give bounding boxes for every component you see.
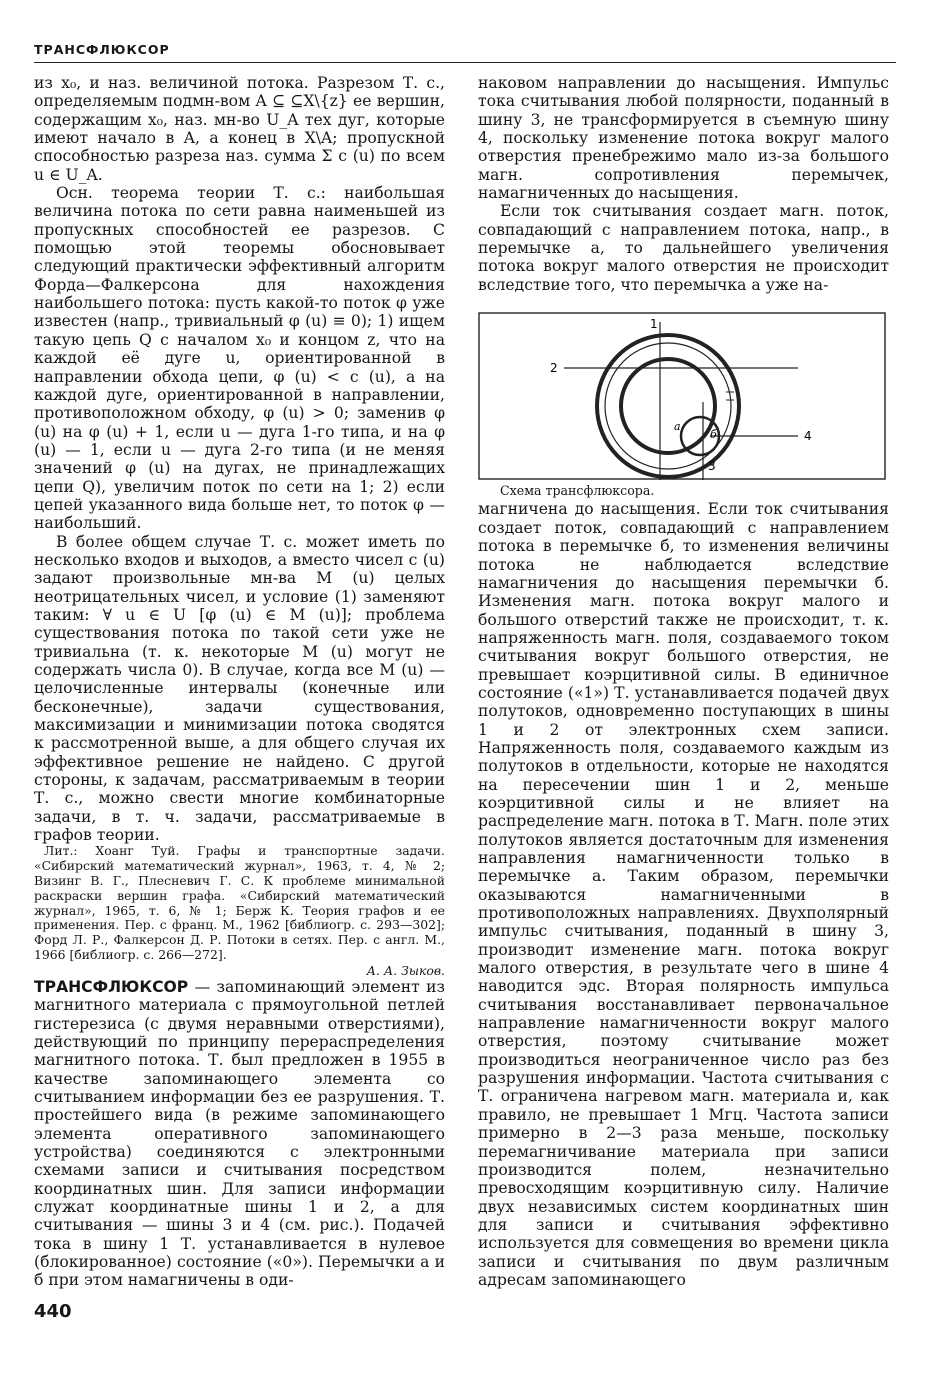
entry-text: — запоминающий элемент из магнитного материала с прямоугольной петлей гистерезиса (с двумя неравными отверстиями), действующий по принципу перераспределения магнитного потока. Т. был предложен в 1955 в качестве запоминающего элемента со считыванием информации без ее разрушения. Т. простейшего вида (в режиме запоминающего элемента оперативного запоминающего устройства) соединяются с электронными схемами записи и считывания посредством координатных шин. Для записи информации служат координатные шины 1 и 2, а для считывания — шины 3 и 4 (см. рис.). Подачей тока в шину 1 Т. устанавливается в нулевое (блокированное) состояние («0»). Перемычки a и б при этом намагничены в оди- (34, 977, 445, 1290)
label-1: 1 (650, 317, 658, 332)
transfluxor-diagram (478, 312, 888, 482)
paragraph: Осн. теорема теории Т. с.: наибольшая величина потока по сети равна наименьшей из пропускных способностей ее разрезов. С помощью этой теоремы обосновывает следующий практически эффективный алгоритм Форда—Фалкерсона для нахождения наибольшего потока: пусть какой-то поток φ уже известен (напр., тривиальный φ (u) ≡ 0); 1) ищем такую цепь Q с началом x₀ и концом z, что на каждой её дуге u, ориентированной в направлении обхода цепи, φ (u) < c (u), а на каждой дуге, ориентированной в направлении, противоположном обходу, φ (u) > 0; заменив φ (u) на φ (u) + 1, если u — дуга 1-го типа, и на φ (u) — 1, если u — дуга 2-го типа (и не меняя значений φ (u) на дугах, не принадлежащих цепи Q), увеличим поток по сети на 1; 2) если цепей указанного вида больше нет, то поток φ — наибольший. (34, 184, 445, 533)
paragraph: из x₀, и наз. величиной потока. Разрезом Т. с., определяемым подмн-вом A ⊆ ⊆X\{z} ее вершин, содержащим x₀, наз. мн-во U_A тех дуг, которые имеют начало в A, а конец в X\A; пропускной способностью разреза наз. сумма Σ c (u) по всем u ∈ U_A. (34, 74, 445, 184)
literature-references: Лит.: Хоанг Туй. Графы и транспортные задачи. «Сибирский математический журнал», 1963, т. 4, № 2; Визинг В. Г., Плесневич Г. С. К проблеме минимальной раскраски вершин графа. «Сибирский математический журнал», 1965, т. 6, № 1; Берж К. Теория графов и ее применения. Пер. с франц. М., 1962 [библиогр. с. 293—302]; Форд Л. Р., Фалкерсон Д. Р. Потоки в сетях. Пер. с англ. М., 1966 [библиогр. с. 266—272]. (34, 843, 445, 963)
label-a: a (674, 420, 681, 434)
entry-headword: ТРАНСФЛЮКСОР (34, 977, 189, 996)
paragraph: наковом направлении до насыщения. Импульс тока считывания любой полярности, поданный в шину 3, не трансформируется в съемную шину 4, поскольку изменение потока вокруг малого отверстия пренебрежимо мало из-за большого магн. сопротивления перемычек, намагниченных до насыщения. (478, 74, 889, 203)
page-number: 440 (34, 1301, 72, 1322)
large-hole-outer (597, 335, 739, 477)
transfluxor-figure (478, 312, 888, 482)
running-title: ТРАНСФЛЮКСОР (34, 42, 170, 57)
header-rule (34, 62, 896, 63)
label-2: 2 (550, 361, 558, 376)
paragraph: Если ток считывания создает магн. поток, совпадающий с направлением потока, напр., в перемычке a, то дальнейшего увеличения потока вокруг малого отверстия не происходит вследствие того, что перемычка a уже на- (478, 202, 889, 294)
paragraph: В более общем случае Т. с. может иметь по несколько входов и выходов, а вместо чисел c (u) задают произвольные мн-ва M (u) целых неотрицательных чисел, и условие (1) заменяют таким: ∀ u ∈ U [φ (u) ∈ M (u)]; проблема существования потока по такой сети уже не тривиальна (т. к. некоторые M (u) могут не содержать числа 0). В случае, когда все M (u) — целочисленные интервалы (конечные или бесконечные), задачи существования, максимизации и минимизации потока сводятся к рассмотренной выше, а для общего случая их эффективное решение не найдено. С другой стороны, к задачам, рассматриваемым в теории Т. с., можно свести многие комбинаторные задачи, в т. ч. задачи, рассматриваемые в графов теории. (34, 532, 445, 845)
large-hole (621, 359, 715, 453)
author-signature: А. А. Зыков. (366, 962, 445, 978)
label-b: б (710, 428, 717, 442)
article-entry (34, 978, 445, 1290)
label-3: 3 (708, 459, 716, 474)
figure-caption: Схема трансфлюксора. (500, 483, 655, 499)
page-header (34, 36, 896, 62)
paragraph: магничена до насыщения. Если ток считывания создает поток, совпадающий с направлением потока в перемычке б, то изменения величины потока не наблюдается вследствие намагничения до насыщения перемычки б. Изменения магн. потока вокруг малого и большого отверстий также не происходит, т. к. напряженность магн. поля, создаваемого током считывания вокруг большого отверстия, не превышает коэрцитивной силы. В единичное состояние («1») Т. устанавливается подачей двух полутоков, одновременно поступающих в шины 1 и 2 от электронных схем записи. Напряженность поля, создаваемого каждым из полутоков в отдельности, которые не находятся на пересечении шин 1 и 2, меньше коэрцитивной силы и не влияет на распределение магн. потока в Т. Магн. поле этих полутоков является достаточным для изменения направления намагниченности только в перемычке a. Таким образом, перемычки оказываются намагниченными в противоположных направлениях. Двухполярный импульс считывания, поданный в шину 3, производит изменение магн. потока вокруг малого отверстия, в результате чего в шине 4 наводится эдс. Вторая полярность импульса считывания восстанавливает первоначальное направление намагниченности вокруг малого отверстия, поэтому считывание может производиться неограниченное число раз без разрушения информации. Частота считывания с Т. ограничена нагревом магн. материала и, как правило, не превышает 1 Мгц. Частота записи примерно в 2—3 раза меньше, поскольку перемагничивание материала при записи производится полем, незначительно превосходящим коэрцитивную силу. Наличие двух независимых систем координатных шин для записи и считывания эффективно используется для совмещения во времени цикла записи и считывания по двум различным адресам запоминающего (478, 500, 889, 1289)
label-4: 4 (804, 429, 812, 444)
left-column (34, 74, 445, 1290)
right-column (478, 74, 889, 1289)
